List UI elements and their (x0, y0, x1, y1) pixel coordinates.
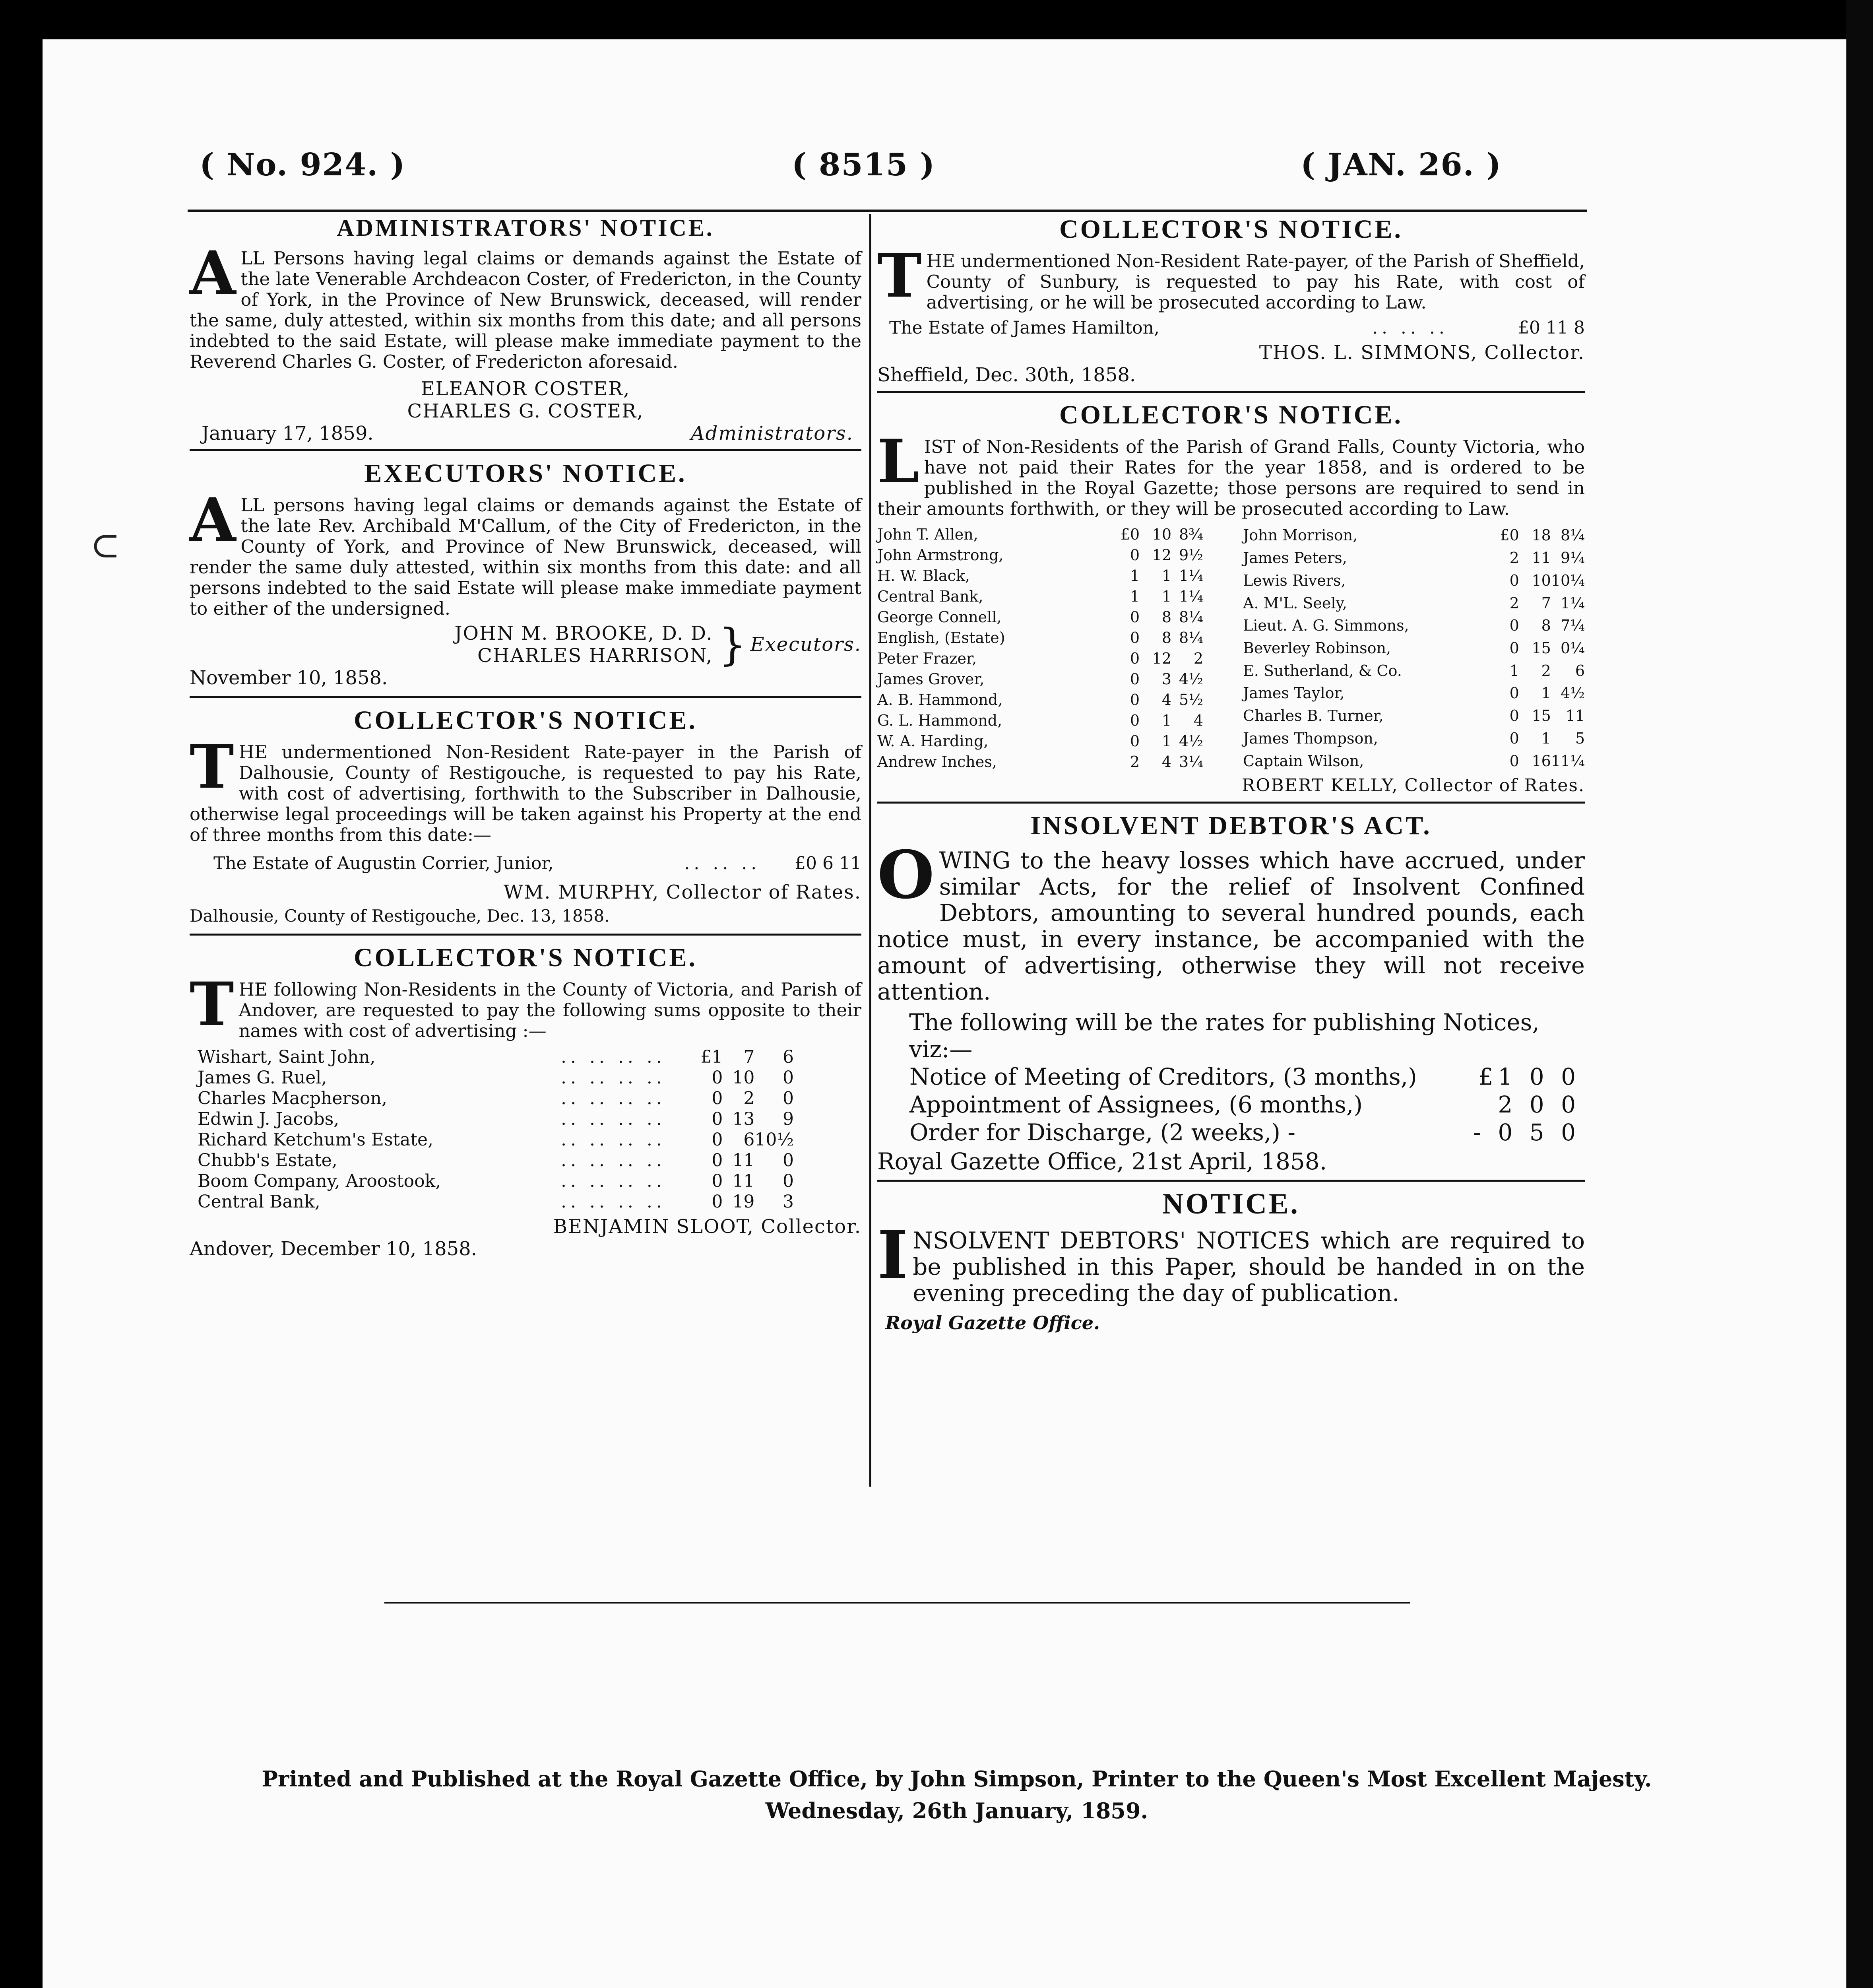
insolvent-office: Royal Gazette Office, 21st April, 1858. (877, 1148, 1327, 1175)
drop-cap: L (877, 427, 919, 497)
cell-name: John Morrison, (1243, 526, 1358, 544)
cell-d: 7¼ (1560, 617, 1585, 635)
cell-s: 4 (1161, 753, 1171, 771)
table-row (1243, 592, 1585, 614)
header-rule (188, 210, 1587, 212)
collector-notice-body: HE undermentioned Non-Resident Rate-payer in the Parish of Dalhousie, County of Restigouche, is requested to pay his Rate, with cost of advertising, forthwith to the Subscriber in Dalhousie, otherwise legal proceedings will be taken against his Property at the end of three months from this date:— (190, 742, 861, 845)
cell-l: 1 (1130, 588, 1140, 605)
cell-d: 4½ (1179, 732, 1203, 750)
collector-notice-body: IST of Non-Residents of the Parish of Grand Falls, County Victoria, who have not paid their Rates for the year 1858, and is ordered to be published in the Royal Gazette; those persons are required to send in their amounts forthwith, or they will be prosecuted according to Law. (877, 436, 1585, 519)
rate-label: Notice of Meeting of Creditors, (3 months,) (909, 1063, 1417, 1090)
collector-notice-grand-falls (877, 400, 1585, 797)
collector-signature: ROBERT KELLY, Collector of Rates. (1242, 775, 1585, 796)
cell-s: 18 (1532, 526, 1551, 544)
cell-s: 1 (1161, 588, 1171, 605)
sheffield-date: Sheffield, Dec. 30th, 1858. (877, 364, 1136, 386)
cell-name: Central Bank, (198, 1192, 320, 1212)
cell-name: James G. Ruel, (198, 1068, 327, 1088)
cell-name: James Peters, (1243, 549, 1347, 567)
cell-l: 0 (1130, 691, 1140, 709)
cell-d: 0 (783, 1088, 794, 1109)
cell-s: 19 (732, 1192, 755, 1212)
andover-date: Andover, December 10, 1858. (190, 1238, 477, 1260)
cell-dots: .. .. .. .. (561, 1150, 666, 1171)
cell-l: £0 (1120, 526, 1140, 543)
cell-d: 0 (783, 1150, 794, 1171)
cell-s: 8 (1161, 608, 1171, 626)
executors-notice (190, 458, 861, 689)
table-row (877, 545, 1203, 565)
cell-d: 8¼ (1560, 526, 1585, 544)
administrators-notice (190, 214, 861, 445)
cell-name: Captain Wilson, (1243, 752, 1364, 770)
cell-l: 0 (712, 1068, 723, 1088)
footer-rule (384, 1602, 1410, 1604)
cell-name: W. A. Harding, (877, 732, 989, 750)
cell-d: 6 (1575, 662, 1585, 679)
left-column (190, 214, 861, 1260)
cell-d: 11 (1565, 707, 1585, 725)
collector-notice-title: COLLECTOR'S NOTICE. (354, 943, 697, 972)
debtors-notice (877, 1187, 1585, 1334)
cell-s: 12 (1152, 546, 1171, 564)
cell-l: 0 (1130, 670, 1140, 688)
newspaper-page (43, 39, 1871, 1988)
cell-dots: .. .. .. .. (561, 1047, 666, 1067)
cell-s: 7 (743, 1047, 755, 1067)
signature-eleanor: ELEANOR COSTER, (421, 378, 630, 400)
cell-name: Chubb's Estate, (198, 1150, 337, 1171)
insolvent-act-body: WING to the heavy losses which have accrued, under similar Acts, for the relief of Insolvent Confined Debtors, amounting to several hundred pounds, each notice must, in every instance, be accompanied with the amount of advertising, otherwise they will not receive attention. (877, 847, 1585, 1005)
debtors-notice-office: Royal Gazette Office. (885, 1312, 1100, 1334)
table-row (1243, 749, 1585, 772)
administrators-notice-title: ADMINISTRATORS' NOTICE. (337, 215, 714, 241)
section-rule (190, 696, 861, 698)
cell-s: 1 (1161, 712, 1171, 729)
page-number: ( 8515 ) (792, 147, 936, 183)
cell-s: 8 (1541, 617, 1551, 635)
rate-amount: 2 0 0 (1498, 1091, 1580, 1118)
cell-l: 1 (1509, 662, 1519, 679)
table-row (877, 731, 1203, 751)
cell-l: 0 (1509, 571, 1519, 589)
table-row (877, 648, 1203, 669)
cell-name: James Taylor, (1243, 684, 1345, 702)
table-row (1243, 547, 1585, 569)
cell-l: 0 (1130, 650, 1140, 667)
table-row (198, 1088, 794, 1109)
entry-name: The Estate of Augustin Corrier, Junior, (213, 853, 554, 874)
collector-notice-body: HE undermentioned Non-Resident Rate-payer, of the Parish of Sheffield, County of Sunbury, is requested to pay his Rate, with cost of advertising, or he will be prosecuted according to Law. (926, 250, 1585, 313)
table-row (198, 1130, 794, 1150)
dalhousie-date: Dalhousie, County of Restigouche, Dec. 13, 1858. (190, 906, 610, 926)
collector-signature: WM. MURPHY, Collector of Rates. (503, 881, 861, 903)
administrators-notice-date: January 17, 1859. (202, 422, 374, 445)
entry-name: The Estate of James Hamilton, (889, 318, 1159, 338)
collector-notice-title: COLLECTOR'S NOTICE. (1059, 400, 1403, 429)
table-row (198, 1068, 794, 1088)
cell-name: Lewis Rivers, (1243, 571, 1346, 589)
cell-name: Boom Company, Aroostook, (198, 1171, 441, 1191)
margin-mark: ⊂ (90, 524, 120, 566)
cell-s: 1 (1541, 684, 1551, 702)
cell-name: A. M'L. Seely, (1243, 594, 1348, 612)
cell-l: 2 (1130, 753, 1140, 771)
cell-d: 9 (783, 1109, 794, 1129)
cell-l: 0 (712, 1171, 723, 1191)
grand-falls-left-table (877, 524, 1203, 772)
cell-s: 1 (1161, 567, 1171, 584)
dalhousie-entry (190, 853, 861, 874)
cell-name: E. Sutherland, & Co. (1243, 662, 1402, 679)
column-divider (869, 214, 871, 1487)
executors-notice-title: EXECUTORS' NOTICE. (364, 459, 687, 488)
cell-name: Andrew Inches, (877, 753, 997, 771)
cell-l: 0 (712, 1109, 723, 1129)
table-row (198, 1171, 794, 1192)
cell-l: 0 (712, 1150, 723, 1171)
cell-l: £0 (1500, 526, 1519, 544)
drop-cap: I (877, 1216, 908, 1293)
cell-d: 1¼ (1179, 567, 1203, 584)
table-row (1243, 659, 1585, 682)
cell-dots: .. .. .. .. (561, 1068, 666, 1088)
collector-notice-victoria (190, 943, 861, 1260)
collector-notice-sheffield (877, 214, 1585, 386)
table-row (877, 751, 1203, 772)
cell-s: 7 (1541, 594, 1551, 612)
collector-notice-title: COLLECTOR'S NOTICE. (1059, 215, 1403, 244)
collector-notice-title: COLLECTOR'S NOTICE. (354, 706, 697, 735)
drop-cap: O (877, 836, 935, 913)
cell-d: 8¼ (1179, 608, 1203, 626)
cell-name: A. B. Hammond, (877, 691, 1003, 709)
cell-s: 10 (732, 1068, 755, 1088)
table-row (198, 1109, 794, 1130)
entry-amount: £0 11 8 (1518, 318, 1585, 338)
cell-s: 1 (1161, 732, 1171, 750)
cell-s: 3 (1161, 670, 1171, 688)
rate-amount: - 0 5 0 (1473, 1119, 1580, 1146)
rates-table (909, 1063, 1581, 1146)
imprint-line: Printed and Published at the Royal Gazette Office, by John Simpson, Printer to the Queen's Most Excellent Majesty. (262, 1766, 1652, 1792)
table-row (877, 627, 1203, 648)
drop-cap: A (190, 238, 236, 308)
executors-notice-date: November 10, 1858. (190, 667, 388, 689)
debtors-notice-title: NOTICE. (1162, 1188, 1300, 1220)
collector-notice-dalhousie (190, 705, 861, 927)
rate-row (909, 1091, 1581, 1118)
cell-s: 15 (1532, 639, 1551, 657)
cell-name: Edwin J. Jacobs, (198, 1109, 339, 1129)
collector-signature: BENJAMIN SLOOT, Collector. (553, 1215, 861, 1238)
section-rule (190, 449, 861, 451)
cell-l: 0 (1130, 732, 1140, 750)
cell-l: 0 (1130, 712, 1140, 729)
cell-dots: .. .. .. .. (561, 1192, 666, 1212)
cell-d: 5½ (1179, 691, 1203, 709)
cell-s: 11 (732, 1150, 755, 1171)
administrators-role: Administrators. (690, 422, 853, 445)
entry-dots: .. .. .. (684, 853, 761, 874)
cell-name: Central Bank, (877, 588, 983, 605)
cell-d: 10½ (754, 1130, 794, 1150)
grand-falls-right-table (1243, 524, 1585, 772)
cell-l: £1 (700, 1047, 723, 1067)
cell-name: James Grover, (877, 670, 985, 688)
cell-l: 1 (1130, 567, 1140, 584)
cell-d: 9¼ (1560, 549, 1585, 567)
cell-d: 9½ (1179, 546, 1203, 564)
cell-name: Charles B. Turner, (1243, 707, 1384, 725)
executors-role: Executors. (750, 633, 861, 656)
cell-d: 6 (783, 1047, 794, 1067)
rate-row (909, 1063, 1581, 1091)
cell-d: 4½ (1560, 684, 1585, 702)
scan-edge-right (1846, 0, 1873, 1988)
table-row (877, 710, 1203, 731)
cell-s: 6 (743, 1130, 755, 1150)
section-rule (877, 391, 1585, 393)
cell-d: 0 (783, 1068, 794, 1088)
rate-label: Order for Discharge, (2 weeks,) - (909, 1119, 1295, 1146)
table-row (1243, 727, 1585, 749)
drop-cap: A (190, 485, 236, 555)
issue-date: ( JAN. 26. ) (1301, 147, 1502, 183)
cell-name: Lieut. A. G. Simmons, (1243, 617, 1409, 635)
cell-l: 0 (712, 1192, 723, 1212)
table-row (198, 1150, 794, 1171)
cell-l: 0 (1509, 729, 1519, 747)
cell-l: 0 (1130, 629, 1140, 646)
cell-l: 0 (712, 1088, 723, 1109)
victoria-rates-table (198, 1047, 794, 1212)
cell-s: 12 (1152, 650, 1171, 667)
cell-name: Charles Macpherson, (198, 1088, 387, 1109)
section-rule (877, 802, 1585, 804)
cell-d: 5 (1575, 729, 1585, 747)
rate-amount: £1 0 0 (1478, 1063, 1580, 1090)
cell-name: John T. Allen, (877, 526, 978, 543)
cell-s: 2 (1541, 662, 1551, 679)
cell-dots: .. .. .. .. (561, 1088, 666, 1109)
cell-s: 15 (1532, 707, 1551, 725)
cell-name: James Thompson, (1243, 729, 1378, 747)
cell-name: Peter Frazer, (877, 650, 977, 667)
rate-row (909, 1118, 1581, 1146)
cell-s: 11 (1532, 549, 1551, 567)
cell-d: 4 (1193, 712, 1203, 729)
brace-icon: } (718, 619, 746, 670)
cell-s: 11 (732, 1171, 755, 1191)
table-row (877, 586, 1203, 607)
administrators-notice-body: LL Persons having legal claims or demands against the Estate of the late Venerable Archdeacon Coster, of Fredericton, in the County of York, in the Province of New Brunswick, deceased, will render the same, duly attested, within six months from this date; and all persons indebted to the said Estate, will please make immediate payment to the Reverend Charles G. Coster, of Fredericton aforesaid. (190, 248, 861, 372)
signature-brooke: JOHN M. BROOKE, D. D. (454, 622, 713, 645)
table-row (877, 607, 1203, 627)
cell-d: 1¼ (1179, 588, 1203, 605)
cell-s: 16 (1532, 752, 1551, 770)
table-row (1243, 569, 1585, 592)
cell-s: 10 (1532, 571, 1551, 589)
rate-label: Appointment of Assignees, (6 months,) (909, 1091, 1363, 1118)
cell-d: 3 (783, 1192, 794, 1212)
table-row (1243, 682, 1585, 705)
cell-l: 0 (1509, 707, 1519, 725)
cell-name: G. L. Hammond, (877, 712, 1002, 729)
table-row (1243, 705, 1585, 727)
cell-l: 0 (712, 1130, 723, 1150)
cell-s: 1 (1541, 729, 1551, 747)
cell-s: 2 (743, 1088, 755, 1109)
entry-amount: £0 6 11 (795, 853, 861, 874)
insolvent-debtors-act (877, 811, 1585, 1175)
cell-d: 4½ (1179, 670, 1203, 688)
cell-d: 8¼ (1179, 629, 1203, 646)
drop-cap: T (190, 969, 234, 1039)
cell-l: 0 (1509, 617, 1519, 635)
section-rule (877, 1180, 1585, 1182)
cell-d: 11¼ (1551, 752, 1585, 770)
drop-cap: T (190, 732, 234, 802)
cell-s: 13 (732, 1109, 755, 1129)
cell-dots: .. .. .. .. (561, 1130, 666, 1150)
cell-d: 10¼ (1551, 571, 1585, 589)
table-row (877, 565, 1203, 586)
issue-number: ( No. 924. ) (200, 147, 406, 183)
cell-dots: .. .. .. .. (561, 1109, 666, 1129)
table-row (877, 524, 1203, 545)
cell-name: John Armstrong, (877, 546, 1004, 564)
cell-d: 3¼ (1179, 753, 1203, 771)
cell-dots: .. .. .. .. (561, 1171, 666, 1191)
cell-s: 8 (1161, 629, 1171, 646)
signature-charles: CHARLES G. COSTER, (407, 400, 644, 422)
cell-d: 1¼ (1560, 594, 1585, 612)
table-row (1243, 614, 1585, 637)
cell-l: 0 (1130, 546, 1140, 564)
rates-intro: The following will be the rates for publishing Notices, viz:— (909, 1009, 1540, 1063)
cell-name: H. W. Black, (877, 567, 970, 584)
cell-l: 0 (1509, 752, 1519, 770)
cell-name: Wishart, Saint John, (198, 1047, 376, 1067)
sheffield-entry (877, 318, 1585, 338)
cell-d: 8¾ (1179, 526, 1203, 543)
table-row (198, 1047, 794, 1068)
insolvent-act-title: INSOLVENT DEBTOR'S ACT. (1030, 811, 1432, 840)
cell-l: 0 (1509, 684, 1519, 702)
cell-d: 2 (1193, 650, 1203, 667)
right-column (877, 214, 1585, 1334)
cell-name: George Connell, (877, 608, 1002, 626)
cell-name: Richard Ketchum's Estate, (198, 1130, 434, 1150)
collector-notice-body: HE following Non-Residents in the County of Victoria, and Parish of Andover, are requested to pay the following sums opposite to their names with cost of advertising :— (238, 979, 861, 1041)
cell-l: 0 (1130, 608, 1140, 626)
cell-l: 2 (1509, 594, 1519, 612)
cell-s: 4 (1161, 691, 1171, 709)
section-rule (190, 934, 861, 936)
executors-notice-body: LL persons having legal claims or demands against the Estate of the late Rev. Archibald M'Callum, of the City of Fredericton, in the County of York, and Province of New Brunswick, deceased, will render the same duly attested, within six months from this date: and all persons indebted to the said Estate will please make immediate payment to either of the undersigned. (190, 495, 861, 619)
debtors-notice-body: NSOLVENT DEBTORS' NOTICES which are required to be published in this Paper, should be handed in on the evening preceding the day of publication. (913, 1227, 1585, 1307)
table-row (877, 689, 1203, 710)
imprint-date: Wednesday, 26th January, 1859. (765, 1798, 1148, 1823)
cell-l: 2 (1509, 549, 1519, 567)
entry-dots: .. .. .. (1372, 318, 1448, 338)
drop-cap: T (877, 241, 922, 311)
table-row (1243, 524, 1585, 547)
cell-d: 0 (783, 1171, 794, 1191)
table-row (877, 669, 1203, 689)
collector-signature: THOS. L. SIMMONS, Collector. (1259, 342, 1585, 364)
cell-d: 0¼ (1560, 639, 1585, 657)
signature-harrison: CHARLES HARRISON, (477, 645, 713, 667)
cell-name: Beverley Robinson, (1243, 639, 1391, 657)
table-row (198, 1192, 794, 1212)
table-row (1243, 637, 1585, 660)
cell-s: 10 (1152, 526, 1171, 543)
cell-name: English, (Estate) (877, 629, 1005, 646)
cell-l: 0 (1509, 639, 1519, 657)
